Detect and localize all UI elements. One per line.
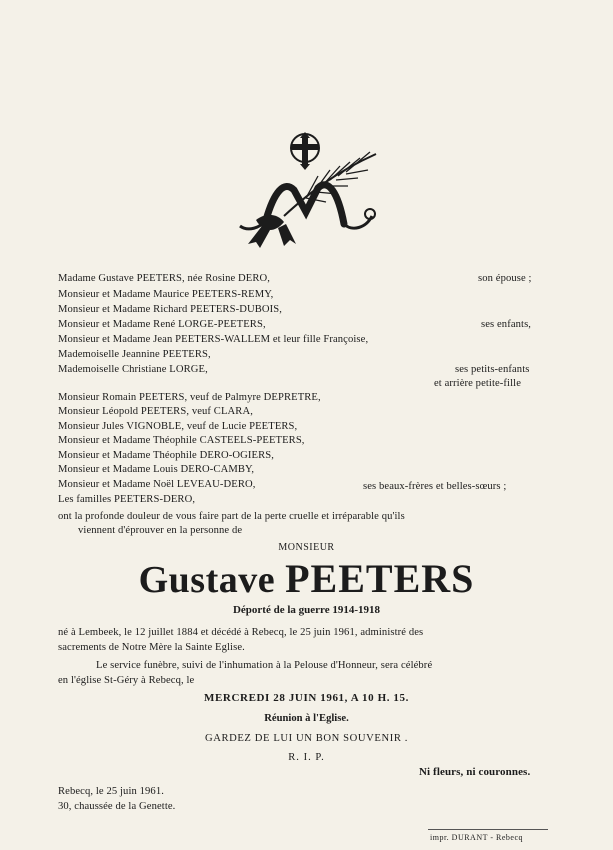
footer-divider <box>428 829 548 830</box>
family-line: Monsieur et Madame Théophile DERO-OGIERS, <box>58 450 275 461</box>
meeting-place: Réunion à l'Eglise. <box>264 713 349 724</box>
relation-in-laws: ses beaux-frères et belles-sœurs ; <box>363 481 507 492</box>
family-line: Monsieur et Madame Noël LEVEAU-DERO, <box>58 479 256 490</box>
no-flowers-text: Ni fleurs, ni couronnes. <box>419 766 531 778</box>
family-line: Monsieur Romain PEETERS, veuf de Palmyre DEPRETRE, <box>58 392 321 403</box>
cross-monogram-emblem <box>226 132 382 248</box>
family-line: Mademoiselle Christiane LORGE, <box>58 364 208 375</box>
family-line: Mademoiselle Jeannine PEETERS, <box>58 349 211 360</box>
family-line: Monsieur Jules VIGNOBLE, veuf de Lucie PEETERS, <box>58 421 298 432</box>
deceased-first-name: Gustave <box>138 559 276 601</box>
birth-death-text: sacrements de Notre Mère la Sainte Eglise. <box>58 642 245 653</box>
relation-spouse: son épouse ; <box>478 273 532 284</box>
relation-children: ses enfants, <box>481 319 532 330</box>
honorific: MONSIEUR <box>278 542 335 553</box>
rip-text: R. I. P. <box>288 752 325 763</box>
relation-grandchildren: ses petits-enfants <box>455 364 530 375</box>
family-line: Monsieur et Madame Richard PEETERS-DUBOIS, <box>58 304 282 315</box>
family-line: Monsieur et Madame René LORGE-PEETERS, <box>58 319 266 330</box>
deceased-last-name: PEETERS <box>285 556 475 601</box>
printer-credit: impr. DURANT - Rebecq <box>430 833 524 842</box>
announcement-text: viennent d'éprouver en la personne de <box>78 525 243 536</box>
service-text: Le service funèbre, suivi de l'inhumation à la Pelouse d'Honneur, sera célébré <box>96 660 433 671</box>
birth-death-text: né à Lembeek, le 12 juillet 1884 et décédé à Rebecq, le 25 juin 1961, administré des <box>58 627 424 638</box>
family-line: Monsieur Léopold PEETERS, veuf CLARA, <box>58 406 253 417</box>
remember-text: GARDEZ DE LUI UN BON SOUVENIR . <box>204 733 409 744</box>
family-line: Monsieur et Madame Louis DERO-CAMBY, <box>58 464 255 475</box>
family-line: Madame Gustave PEETERS, née Rosine DERO, <box>58 273 271 284</box>
service-text: en l'église St-Géry à Rebecq, le <box>58 675 195 686</box>
subtitle: Déporté de la guerre 1914-1918 <box>232 604 381 616</box>
family-line: Les familles PEETERS-DERO, <box>58 494 196 505</box>
place-date: Rebecq, le 25 juin 1961. <box>58 786 164 797</box>
deceased-name <box>0 557 613 602</box>
service-date: MERCREDI 28 JUIN 1961, A 10 H. 15. <box>204 692 409 704</box>
family-line: Monsieur et Madame Maurice PEETERS-REMY, <box>58 289 274 300</box>
family-line: Monsieur et Madame Théophile CASTEELS-PEETERS, <box>58 435 305 446</box>
relation-great-grandchild: et arrière petite-fille <box>434 378 521 389</box>
announcement-text: ont la profonde douleur de vous faire part de la perte cruelle et irréparable qu'ils <box>58 511 405 522</box>
address: 30, chaussée de la Genette. <box>58 801 176 812</box>
family-line: Monsieur et Madame Jean PEETERS-WALLEM et leur fille Françoise, <box>58 334 369 345</box>
